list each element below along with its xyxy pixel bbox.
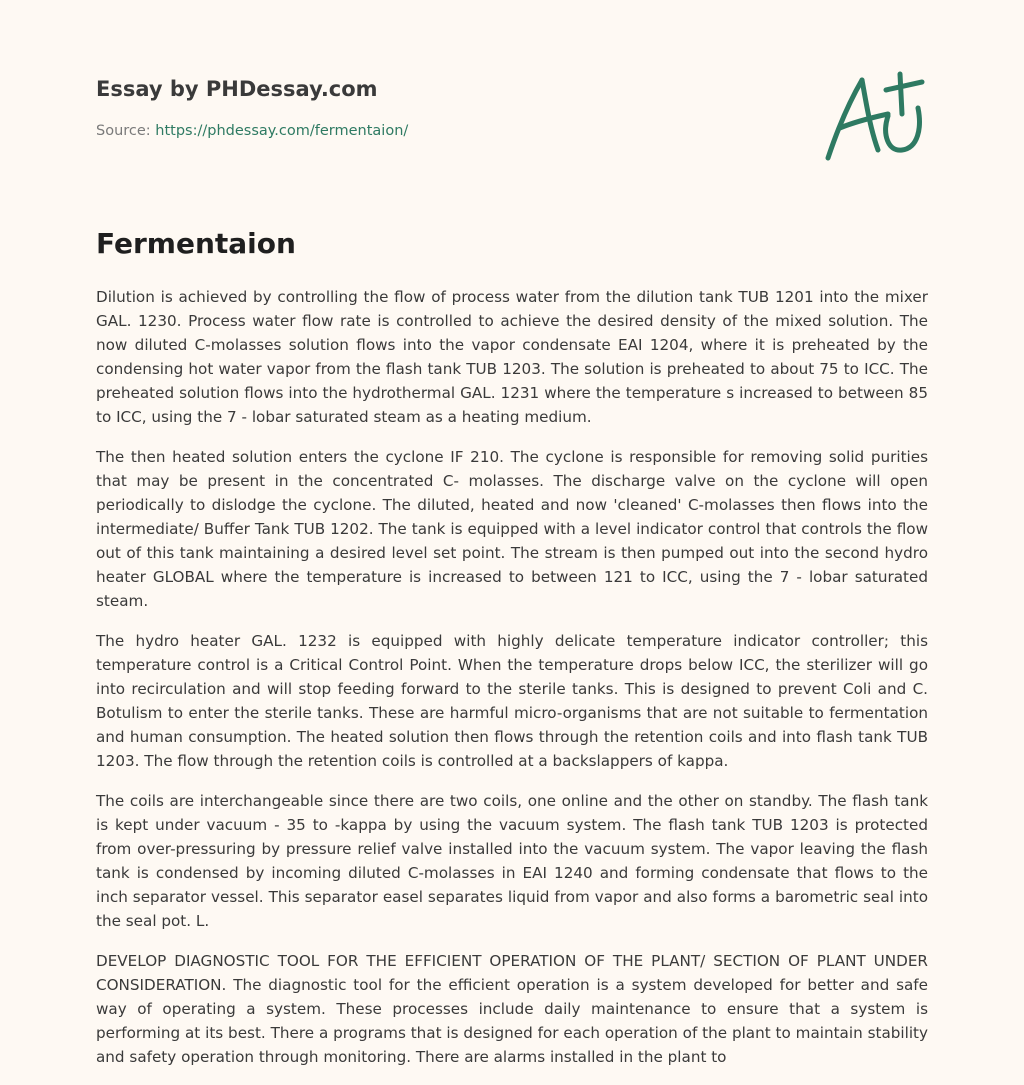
essay-body bbox=[96, 285, 928, 1085]
source-link[interactable]: https://phdessay.com/fermentaion/ bbox=[155, 123, 409, 139]
logo-a-crossbar bbox=[840, 114, 888, 128]
essay-paragraph: Dilution is achieved by controlling the flow of process water from the dilution tank TUB 1201 into the mixer GAL. 1230. Process water flow rate is controlled to achieve the desired density of the mixed solution. The now diluted C-molasses solution flows into the vapor condensate EAI 1204, where it is preheated by the condensing hot water vapor from the flash tank TUB 1203. The solution is preheated to about 75 to ICC. The preheated solution flows into the hydrothermal GAL. 1231 where the temperature s increased to between 85 to ICC, using the 7 - lobar saturated steam as a heating medium. bbox=[96, 288, 928, 426]
page-header bbox=[96, 72, 796, 141]
logo-a-left-stroke bbox=[828, 80, 862, 158]
logo-plus-horizontal bbox=[886, 82, 922, 90]
essay-paragraph: DEVELOP DIAGNOSTIC TOOL FOR THE EFFICIENT OPERATION OF THE PLANT/ SECTION OF PLANT UNDER CONSIDERATION. The diagnostic tool for the efficient operation is a system developed for better and safe way of operating a system. These processes include daily maintenance to ensure that a system is performing at its best. There a programs that is designed for each operation of the plant to maintain stability and safety operation through monitoring. There are alarms installed in the plant to bbox=[96, 952, 928, 1066]
essay-paragraph: The then heated solution enters the cyclone IF 210. The cyclone is responsible for removing solid purities that may be present in the concentrated C- molasses. The discharge valve on the cyclone will open periodically to dislodge the cyclone. The diluted, heated and now 'cleaned' C-molasses then flows into the intermediate/ Buffer Tank TUB 1202. The tank is equipped with a level indicator control that controls the flow out of this tank maintaining a desired level set point. The stream is then pumped out into the second hydro heater GLOBAL where the temperature is increased to between 121 to ICC, using the 7 - lobar saturated steam. bbox=[96, 448, 928, 610]
essay-title: Fermentaion bbox=[96, 227, 296, 260]
essay-paragraph: The hydro heater GAL. 1232 is equipped with highly delicate temperature indicator controller; this temperature control is a Critical Control Point. When the temperature drops below ICC, the sterilizer will go into recirculation and will stop feeding forward to the sterile tanks. This is designed to prevent Coli and C. Botulism to enter the sterile tanks. These are harmful micro-organisms that are not suitable to fermentation and human consumption. The heated solution then flows through the retention coils and into flash tank TUB 1203. The flow through the retention coils is controlled at a backslappers of kappa. bbox=[96, 632, 928, 770]
a-plus-grade-icon bbox=[818, 66, 930, 166]
essay-paragraph: The coils are interchangeable since there are two coils, one online and the other on standby. The flash tank is kept under vacuum - 35 to -kappa by using the vacuum system. The flash tank TUB 1203 is protected from over-pressuring by pressure relief valve installed into the vacuum system. The vapor leaving the flash tank is condensed by incoming diluted C-molasses in EAI 1240 and forming condensate that flows to the inch separator vessel. This separator easel separates liquid from vapor and also forms a barometric seal into the seal pot. L. bbox=[96, 792, 928, 930]
logo-plus-vertical bbox=[900, 74, 902, 114]
source-line bbox=[96, 121, 796, 141]
source-label: Source: bbox=[96, 123, 151, 139]
site-title: Essay by PHDessay.com bbox=[96, 77, 378, 101]
